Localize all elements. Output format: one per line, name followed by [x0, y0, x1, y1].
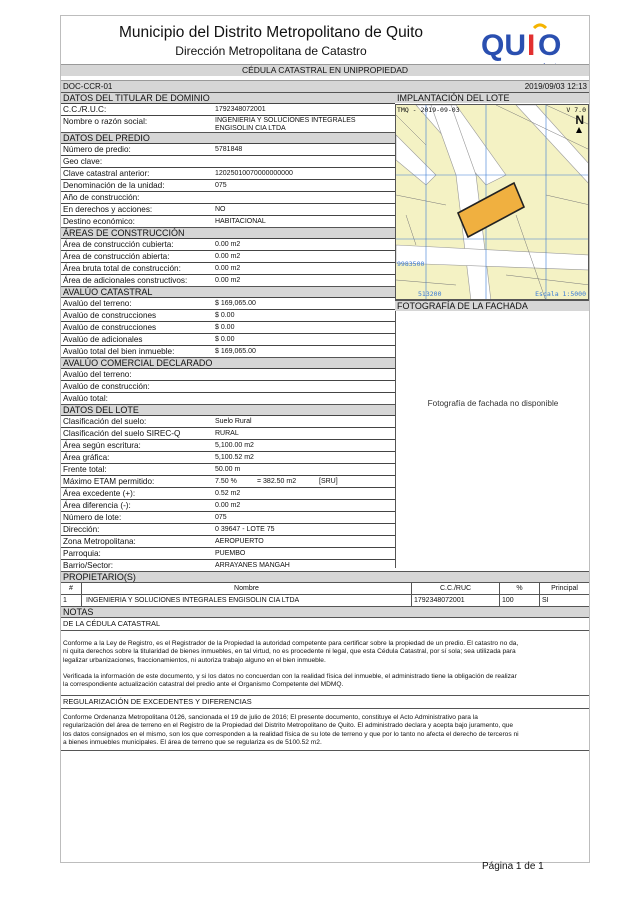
- col-nombre: Nombre: [81, 583, 411, 595]
- owner-principal: SI: [539, 595, 589, 607]
- doc-datetime: 2019/09/03 12:13: [524, 82, 587, 91]
- note-line: regularización del área de terreno en el Registro de la Propiedad del Distrito Metropolitano de Quito. El administrado declara y acepta bajo juramento, que: [63, 722, 514, 730]
- lote-label: Clasificación del suelo SIREC-Q: [63, 429, 181, 438]
- avaluo-value: $ 0.00: [215, 324, 235, 331]
- avaluo-label: Avalúo de construcciones: [63, 311, 157, 320]
- lote-label: Clasificación del suelo:: [63, 417, 147, 426]
- avaluo-value: $ 0.00: [215, 336, 235, 343]
- col-percent: %: [499, 583, 539, 595]
- doc-code: DOC-CCR-01: [63, 82, 113, 91]
- svg-text:QU: QU: [481, 29, 526, 62]
- area-value: 0.00 m2: [215, 253, 241, 260]
- titular-label: Nombre o razón social:: [63, 117, 148, 126]
- avaluo-header: AVALÚO CATASTRAL: [61, 286, 395, 297]
- areas-header: ÁREAS DE CONSTRUCCIÓN: [61, 227, 395, 238]
- note-line: a bienes inmuebles municipales. El área de terreno que se regulariza es de 5100.52 m2.: [63, 739, 322, 747]
- implantacion-header: IMPLANTACIÓN DEL LOTE: [395, 92, 589, 103]
- lote-label: Máximo ETAM permitido:: [63, 477, 155, 486]
- area-label: Área de construcción cubierta:: [63, 240, 174, 249]
- note-line: ni quita derechos sobre la titularidad de bienes inmuebles, en tal virtud, no es procedente ni legal, que esta Cédula Catastral, por sí sola; sea utilizada para: [63, 648, 516, 656]
- cedula-document: [60, 15, 590, 863]
- note-line: los datos consignados en el mismo, son los que corresponden a la realidad física de su lote de terreno y que por lo tanto no afecta el derecho de terceros ni: [63, 730, 519, 738]
- fachada-header: FOTOGRAFÍA DE LA FACHADA: [395, 300, 589, 311]
- propietarios-header: PROPIETARIO(S): [61, 571, 589, 582]
- lote-value: 50.00 m: [215, 466, 241, 473]
- note-line: Conforme Ordenanza Metropolitana 0126, sancionada el 19 de julio de 2016; El presente documento, constituye el Acto Administrativo para la: [63, 714, 478, 721]
- lote-label: Zona Metropolitana:: [63, 537, 136, 546]
- owner-percent: 100: [499, 595, 539, 607]
- owner-num: 1: [63, 597, 67, 604]
- notas-header: NOTAS: [61, 606, 589, 617]
- facade-photo-area: [395, 311, 590, 568]
- lote-label: Área según escritura:: [63, 441, 141, 450]
- north-arrow-icon: N: [575, 113, 584, 127]
- lote-label: Área gráfica:: [63, 453, 110, 462]
- owner-name: INGENIERIA Y SOLUCIONES INTEGRALES ENGISOLIN CIA LTDA: [81, 595, 411, 607]
- notes-divider: [61, 750, 589, 751]
- note-line: Verificada la información de este documento, y si los datos no concuerdan con la realidad física del inmueble, el administrado tiene la obligación de realizar: [63, 673, 517, 680]
- lote-label: Parroquia:: [63, 549, 101, 558]
- predio-label: Geo clave:: [63, 157, 103, 166]
- titular-value: 1792348072001: [215, 106, 266, 113]
- col-ruc: C.C./RUC: [411, 583, 499, 595]
- map-tmq-label: TMQ - 2019-09-03: [397, 106, 460, 114]
- comercial-label: Avalúo de construcción:: [63, 382, 150, 391]
- note-paragraph-3: [63, 714, 583, 748]
- page-number: Página 1 de 1: [482, 861, 544, 872]
- lote-label: Frente total:: [63, 465, 107, 474]
- lote-value: 7.50 %: [215, 478, 237, 485]
- lote-label: Barrio/Sector:: [63, 561, 114, 570]
- col-num: #: [69, 585, 73, 592]
- map-version: V 7.0: [566, 106, 586, 114]
- lote-label: Área diferencia (-):: [63, 501, 131, 510]
- area-value: 0.00 m2: [215, 265, 241, 272]
- regularizacion-title: REGULARIZACIÓN DE EXCEDENTES Y DIFERENCIAS: [63, 697, 252, 706]
- lote-value: 5,100.00 m2: [215, 442, 254, 449]
- lote-value: AEROPUERTO: [215, 538, 264, 545]
- predio-label: Clave catastral anterior:: [63, 169, 150, 178]
- note-line: la correspondiente actualización catastral del predio ante el Organismo Competente del MDMQ.: [63, 681, 344, 689]
- north-pointer-icon: [576, 127, 582, 133]
- avaluo-label: Avalúo del terreno:: [63, 299, 132, 308]
- comercial-label: Avalúo del terreno:: [63, 370, 132, 379]
- avaluo-value: $ 169,065.00: [215, 300, 256, 307]
- lote-value: 5,100.52 m2: [215, 454, 254, 461]
- comercial-label: Avalúo total:: [63, 394, 108, 403]
- predio-label: Denominación de la unidad:: [63, 181, 165, 190]
- facade-unavailable-text: Fotografía de fachada no disponible: [427, 399, 559, 408]
- cedula-note-title: DE LA CÉDULA CATASTRAL: [63, 619, 161, 628]
- cedula-note-title-row: [61, 617, 589, 631]
- avaluo-label: Avalúo total del bien inmueble:: [63, 347, 175, 356]
- predio-label: Año de construcción:: [63, 193, 140, 202]
- svg-text:I: I: [527, 29, 536, 62]
- area-label: Área de adicionales constructivos:: [63, 276, 188, 285]
- regularizacion-title-row: [61, 695, 589, 709]
- titular-label: C.C./R.U.C:: [63, 105, 107, 114]
- lote-value: ARRAYANES MANGAH: [215, 562, 290, 569]
- lote-value: RURAL: [215, 430, 239, 437]
- predio-label: Número de predio:: [63, 145, 131, 154]
- document-header: [61, 16, 589, 64]
- lote-extra-area: = 382.50 m2: [257, 478, 297, 485]
- predio-label: En derechos y acciones:: [63, 205, 153, 214]
- lote-label: Dirección:: [63, 525, 100, 534]
- area-value: 0.00 m2: [215, 277, 241, 284]
- predio-value: 075: [215, 182, 227, 189]
- predio-header: DATOS DEL PREDIO: [61, 132, 395, 143]
- titular-row: [61, 115, 395, 133]
- municipality-title: Municipio del Distrito Metropolitano de Quito: [118, 24, 424, 41]
- lote-header: DATOS DEL LOTE: [61, 404, 395, 415]
- owner-ruc: 1792348072001: [411, 595, 499, 607]
- predio-value: HABITACIONAL: [215, 218, 266, 225]
- predio-label: Destino económico:: [63, 217, 135, 226]
- titular-value-line2: ENGISOLIN CIA LTDA: [215, 124, 286, 132]
- col-principal: Principal: [539, 583, 589, 595]
- area-value: 0.00 m2: [215, 241, 241, 248]
- avaluo-value: $ 0.00: [215, 312, 235, 319]
- lote-value: 0.52 m2: [215, 490, 241, 497]
- note-paragraph-1: [63, 640, 583, 665]
- lote-value: Suelo Rural: [215, 418, 252, 425]
- area-label: Área de construcción abierta:: [63, 252, 170, 261]
- lote-label: Número de lote:: [63, 513, 122, 522]
- predio-value: 12025010070000000000: [215, 170, 293, 177]
- area-label: Área bruta total de construcción:: [63, 264, 181, 273]
- avaluo-label: Avalúo de construcciones: [63, 323, 157, 332]
- map-coord-y: 9983500: [397, 260, 425, 268]
- note-paragraph-2: [63, 673, 583, 690]
- doc-type-bar: CÉDULA CATASTRAL EN UNIPROPIEDAD: [61, 64, 589, 76]
- lote-value: 0.00 m2: [215, 502, 241, 509]
- titular-value: INGENIERIA Y SOLUCIONES INTEGRALES: [215, 117, 356, 124]
- avaluo-label: Avalúo de adicionales: [63, 335, 143, 344]
- note-line: Conforme a la Ley de Registro, es el Registrador de la Propiedad la autoridad competente para certificar sobre la propiedad de un predio. El catastro no da,: [63, 640, 519, 647]
- department-subtitle: Dirección Metropolitana de Catastro: [175, 44, 367, 58]
- doc-meta-bar: [61, 80, 589, 92]
- lot-map-drawing: [396, 105, 589, 300]
- map-coord-x: 513200: [418, 290, 442, 298]
- note-line: legalizar urbanizaciones, fraccionamientos, ni autoriza trabajo alguno en el bien inmueble.: [63, 656, 326, 664]
- lot-map: [395, 104, 589, 300]
- lote-value: 0 39647 - LOTE 75: [215, 526, 275, 533]
- lote-label: Área excedente (+):: [63, 489, 136, 498]
- lote-value: PUEMBO: [215, 550, 246, 557]
- titular-header: DATOS DEL TITULAR DE DOMINIO: [61, 92, 395, 103]
- avaluo-value: $ 169,065.00: [215, 348, 256, 355]
- map-scale: Escala 1:5000: [535, 290, 586, 298]
- comercial-header: AVALÚO COMERCIAL DECLARADO: [61, 357, 395, 368]
- predio-value: 5781848: [215, 146, 243, 153]
- lote-value: 075: [215, 514, 227, 521]
- svg-text:O: O: [538, 29, 562, 62]
- lote-extra-code: [SRU]: [319, 478, 338, 485]
- predio-value: NO: [215, 206, 226, 213]
